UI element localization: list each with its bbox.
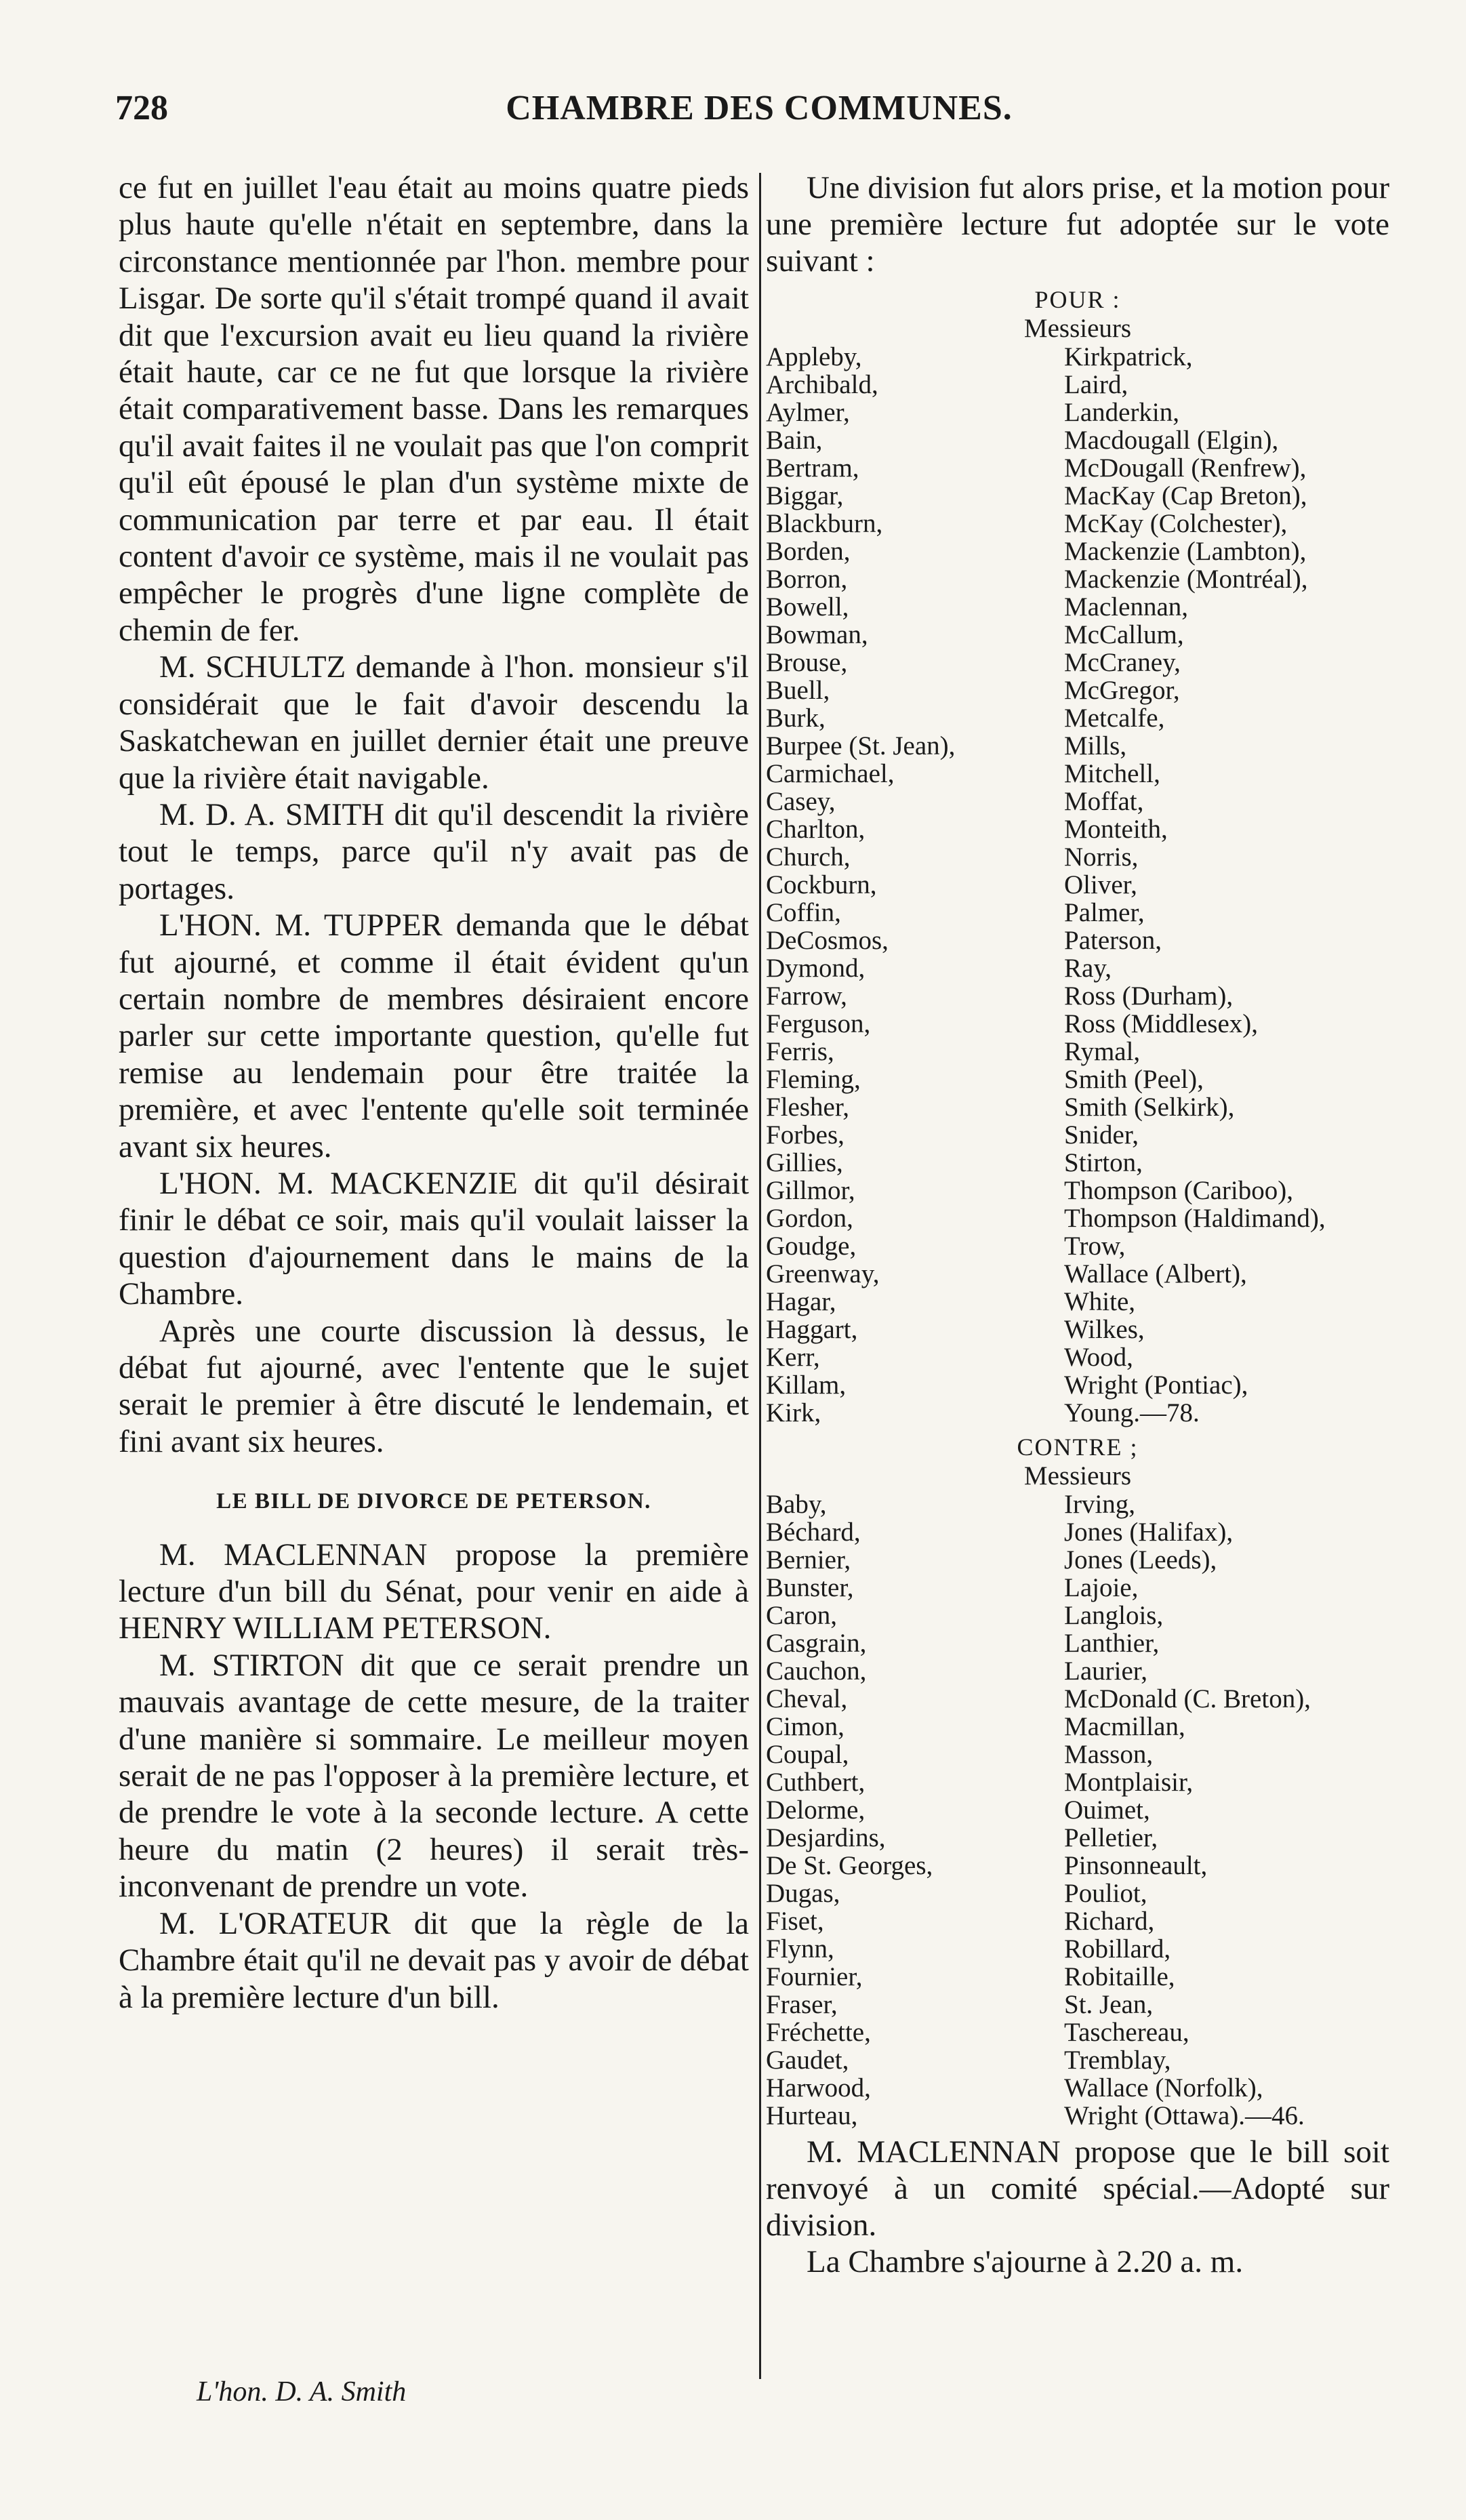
- member-name: MacKay (Cap Breton),: [1064, 481, 1307, 510]
- member-name: Wright (Ottawa).—46.: [1064, 2101, 1305, 2130]
- member-name: Robitaille,: [1064, 1962, 1175, 1991]
- member-name: Tremblay,: [1064, 2046, 1171, 2075]
- member-name: Flynn,: [766, 1934, 834, 1964]
- member-name: Forbes,: [766, 1120, 844, 1150]
- member-name: Baby,: [766, 1490, 827, 1519]
- pour-list-left: [766, 343, 1057, 1427]
- member-name: Buell,: [766, 676, 830, 705]
- member-name: Desjardins,: [766, 1823, 886, 1852]
- member-name: Delorme,: [766, 1795, 866, 1825]
- paragraph: M. L'ORATEUR dit que la règle de la Chambre était qu'il ne devait pas y avoir de débat à la première lecture d'un bill.: [119, 1905, 749, 2015]
- member-name: White,: [1064, 1287, 1136, 1316]
- member-name: Ray,: [1064, 954, 1112, 983]
- member-name: Bain,: [766, 426, 823, 455]
- paragraph: M. MACLENNAN propose la première lecture d'un bill du Sénat, pour venir en aide à HENRY WILLIAM PETERSON.: [119, 1537, 749, 1646]
- member-name: Cuthbert,: [766, 1768, 866, 1797]
- paragraph: M. SCHULTZ demande à l'hon. monsieur s'il considérait que le fait d'avoir descendu la Saskatchewan en juillet dernier était une preuve que la rivière était navigable.: [119, 649, 749, 796]
- pour-subheading: Messieurs: [1023, 314, 1132, 343]
- member-name: McKay (Colchester),: [1064, 509, 1288, 538]
- member-name: Aylmer,: [766, 398, 850, 427]
- contre-list-left: [766, 1490, 1057, 2130]
- member-name: Mills,: [1064, 731, 1127, 760]
- member-name: Metcalfe,: [1064, 704, 1165, 733]
- member-name: Richard,: [1064, 1907, 1155, 1936]
- running-title: CHAMBRE DES COMMUNES.: [506, 89, 1013, 127]
- right-column: [766, 169, 1389, 2280]
- member-name: Wallace (Norfolk),: [1064, 2073, 1263, 2102]
- paragraph: L'HON. M. TUPPER demanda que le débat fut ajourné, et comme il était évident qu'un certain nombre de membres désiraient encore parler sur cette importante question, qu'elle fut remise au lendemain pour être traitée la première, et avec l'entente qu'elle soit terminée avant six heures.: [119, 908, 749, 1164]
- member-name: Jones (Leeds),: [1064, 1545, 1217, 1574]
- member-name: Wilkes,: [1064, 1315, 1145, 1344]
- member-name: Ferguson,: [766, 1009, 871, 1038]
- member-name: Casey,: [766, 787, 836, 816]
- member-name: Thompson (Cariboo),: [1064, 1176, 1293, 1205]
- member-name: Borron,: [766, 565, 848, 594]
- member-name: Caron,: [766, 1601, 838, 1630]
- member-name: Fréchette,: [766, 2018, 871, 2047]
- member-name: Dugas,: [766, 1879, 840, 1908]
- member-name: Robillard,: [1064, 1934, 1171, 1964]
- member-name: Brouse,: [766, 648, 848, 677]
- member-name: Kerr,: [766, 1343, 820, 1372]
- member-name: Monteith,: [1064, 815, 1168, 844]
- member-name: Burk,: [766, 704, 826, 733]
- member-name: Haggart,: [766, 1315, 858, 1344]
- member-name: Ferris,: [766, 1037, 834, 1066]
- page-number: 728: [115, 89, 168, 127]
- member-name: DeCosmos,: [766, 926, 889, 955]
- member-name: Casgrain,: [766, 1629, 867, 1658]
- member-name: McDonald (C. Breton),: [1064, 1684, 1311, 1713]
- member-name: Trow,: [1064, 1232, 1126, 1261]
- page-header: [115, 88, 1403, 142]
- member-name: Greenway,: [766, 1259, 880, 1288]
- member-name: Fournier,: [766, 1962, 863, 1991]
- member-name: Montplaisir,: [1064, 1768, 1194, 1797]
- member-name: Bernier,: [766, 1545, 851, 1574]
- member-name: Thompson (Haldimand),: [1064, 1204, 1326, 1233]
- member-name: Stirton,: [1064, 1148, 1143, 1177]
- member-name: Mackenzie (Lambton),: [1064, 537, 1307, 566]
- member-name: Young.—78.: [1064, 1398, 1200, 1427]
- member-name: McCraney,: [1064, 648, 1181, 677]
- member-name: Wood,: [1064, 1343, 1133, 1372]
- member-name: Wallace (Albert),: [1064, 1259, 1247, 1288]
- member-name: Masson,: [1064, 1740, 1154, 1769]
- member-name: Maclennan,: [1064, 592, 1189, 622]
- member-name: Landerkin,: [1064, 398, 1180, 427]
- member-name: Taschereau,: [1064, 2018, 1189, 2047]
- member-name: Harwood,: [766, 2073, 871, 2102]
- member-name: Goudge,: [766, 1232, 857, 1261]
- member-name: Ouimet,: [1064, 1795, 1150, 1825]
- member-name: Fraser,: [766, 1990, 838, 2019]
- member-name: Moffat,: [1064, 787, 1144, 816]
- member-name: Cauchon,: [766, 1657, 867, 1686]
- pour-list: [766, 343, 1389, 1427]
- member-name: Bowman,: [766, 620, 868, 649]
- contre-list: [766, 1490, 1389, 2130]
- member-name: Langlois,: [1064, 1601, 1164, 1630]
- paragraph: L'HON. M. MACKENZIE dit qu'il désirait finir le débat ce soir, mais qu'il voulait laisser la question d'ajournement dans le mains de la Chambre.: [119, 1165, 749, 1312]
- member-name: Archibald,: [766, 370, 878, 399]
- member-name: Carmichael,: [766, 759, 895, 788]
- paragraph: Après une courte discussion là dessus, le débat fut ajourné, avec l'entente que le sujet serait le premier à être discuté le lendemain, et fini avant six heures.: [119, 1313, 749, 1459]
- pour-list-right: [1057, 343, 1389, 1427]
- member-name: Coffin,: [766, 898, 841, 927]
- member-name: McDougall (Renfrew),: [1064, 453, 1307, 483]
- member-name: Smith (Selkirk),: [1064, 1093, 1235, 1122]
- member-name: Burpee (St. Jean),: [766, 731, 956, 760]
- member-name: Wright (Pontiac),: [1064, 1370, 1248, 1400]
- member-name: Pinsonneault,: [1064, 1851, 1208, 1880]
- member-name: Biggar,: [766, 481, 844, 510]
- member-name: Ross (Durham),: [1064, 981, 1234, 1011]
- column-divider: [759, 173, 761, 2379]
- member-name: Charlton,: [766, 815, 866, 844]
- member-name: Cockburn,: [766, 870, 877, 899]
- member-name: Snider,: [1064, 1120, 1139, 1150]
- left-column: [119, 169, 749, 2016]
- member-name: McCallum,: [1064, 620, 1184, 649]
- member-name: Bowell,: [766, 592, 849, 622]
- member-name: De St. Georges,: [766, 1851, 933, 1880]
- member-name: Killam,: [766, 1370, 847, 1400]
- member-name: Palmer,: [1064, 898, 1145, 927]
- member-name: Gillmor,: [766, 1176, 855, 1205]
- member-name: Lajoie,: [1064, 1573, 1139, 1602]
- member-name: Cheval,: [766, 1684, 848, 1713]
- member-name: Béchard,: [766, 1518, 861, 1547]
- member-name: Macdougall (Elgin),: [1064, 426, 1279, 455]
- member-name: McGregor,: [1064, 676, 1180, 705]
- member-name: Appleby,: [766, 342, 862, 371]
- member-name: Cimon,: [766, 1712, 844, 1741]
- member-name: Gordon,: [766, 1204, 853, 1233]
- member-name: Flesher,: [766, 1093, 849, 1122]
- member-name: Lanthier,: [1064, 1629, 1160, 1658]
- contre-heading: CONTRE ;: [1017, 1434, 1139, 1461]
- member-name: Hurteau,: [766, 2101, 858, 2130]
- member-name: Gaudet,: [766, 2046, 849, 2075]
- member-name: Dymond,: [766, 954, 866, 983]
- member-name: Blackburn,: [766, 509, 883, 538]
- member-name: Ross (Middlesex),: [1064, 1009, 1258, 1038]
- member-name: Mackenzie (Montréal),: [1064, 565, 1308, 594]
- member-name: Rymal,: [1064, 1037, 1141, 1066]
- member-name: Bunster,: [766, 1573, 854, 1602]
- member-name: Bertram,: [766, 453, 859, 483]
- member-name: Fleming,: [766, 1065, 861, 1094]
- member-name: Jones (Halifax),: [1064, 1518, 1234, 1547]
- member-name: Pelletier,: [1064, 1823, 1158, 1852]
- paragraph: M. MACLENNAN propose que le bill soit renvoyé à un comité spécial.—Adopté sur division.: [766, 2134, 1389, 2243]
- member-name: Kirk,: [766, 1398, 821, 1427]
- page-footer: L'hon. D. A. Smith: [197, 2376, 407, 2407]
- section-heading: LE BILL DE DIVORCE DE PETERSON.: [216, 1489, 651, 1514]
- member-name: Mitchell,: [1064, 759, 1160, 788]
- member-name: Pouliot,: [1064, 1879, 1147, 1908]
- paragraph: M. STIRTON dit que ce serait prendre un mauvais avantage de cette mesure, de la traiter d'une manière si sommaire. Le meilleur moyen serait de ne pas l'opposer à la première lecture, et de prendre le vote à la seconde lecture. A cette heure du matin (2 heures) il serait très-inconvenant de prendre un vote.: [119, 1647, 749, 1905]
- member-name: Borden,: [766, 537, 851, 566]
- member-name: Kirkpatrick,: [1064, 342, 1193, 371]
- member-name: Paterson,: [1064, 926, 1162, 955]
- member-name: Farrow,: [766, 981, 847, 1011]
- member-name: Church,: [766, 842, 851, 872]
- member-name: Smith (Peel),: [1064, 1065, 1204, 1094]
- member-name: Oliver,: [1064, 870, 1137, 899]
- member-name: Gillies,: [766, 1148, 843, 1177]
- member-name: Coupal,: [766, 1740, 849, 1769]
- member-name: Hagar,: [766, 1287, 836, 1316]
- member-name: Norris,: [1064, 842, 1139, 872]
- division-intro: Une division fut alors prise, et la motion pour une première lecture fut adoptée sur le vote suivant :: [766, 170, 1389, 279]
- pour-heading: POUR :: [1034, 286, 1121, 313]
- paragraph: M. D. A. SMITH dit qu'il descendit la rivière tout le temps, parce qu'il n'y avait pas de portages.: [119, 796, 749, 906]
- member-name: Fiset,: [766, 1907, 824, 1936]
- member-name: Irving,: [1064, 1490, 1136, 1519]
- paragraph: ce fut en juillet l'eau était au moins quatre pieds plus haute qu'elle n'était en septembre, dans la circonstance mentionnée par l'hon. membre pour Lisgar. De sorte qu'il s'était trompé quand il avait dit que l'excursion avait eu lieu quand la rivière était haute, car ce ne fut que lorsque la rivière était comparativement basse. Dans les remarques qu'il avait faites il ne voulait pas que l'on comprit qu'il eût épousé le plan d'un système mixte de communication par terre et par eau. Il était content d'avoir ce système, mais il ne voulait pas empêcher le progrès d'une ligne complète de chemin de fer.: [119, 170, 749, 648]
- member-name: Macmillan,: [1064, 1712, 1185, 1741]
- member-name: Laird,: [1064, 370, 1128, 399]
- contre-list-right: [1057, 1490, 1389, 2130]
- member-name: St. Jean,: [1064, 1990, 1154, 2019]
- closing-paragraphs: [766, 2134, 1389, 2280]
- contre-subheading: Messieurs: [1023, 1461, 1132, 1490]
- member-name: Laurier,: [1064, 1657, 1147, 1686]
- paragraph: La Chambre s'ajourne à 2.20 a. m.: [807, 2244, 1244, 2279]
